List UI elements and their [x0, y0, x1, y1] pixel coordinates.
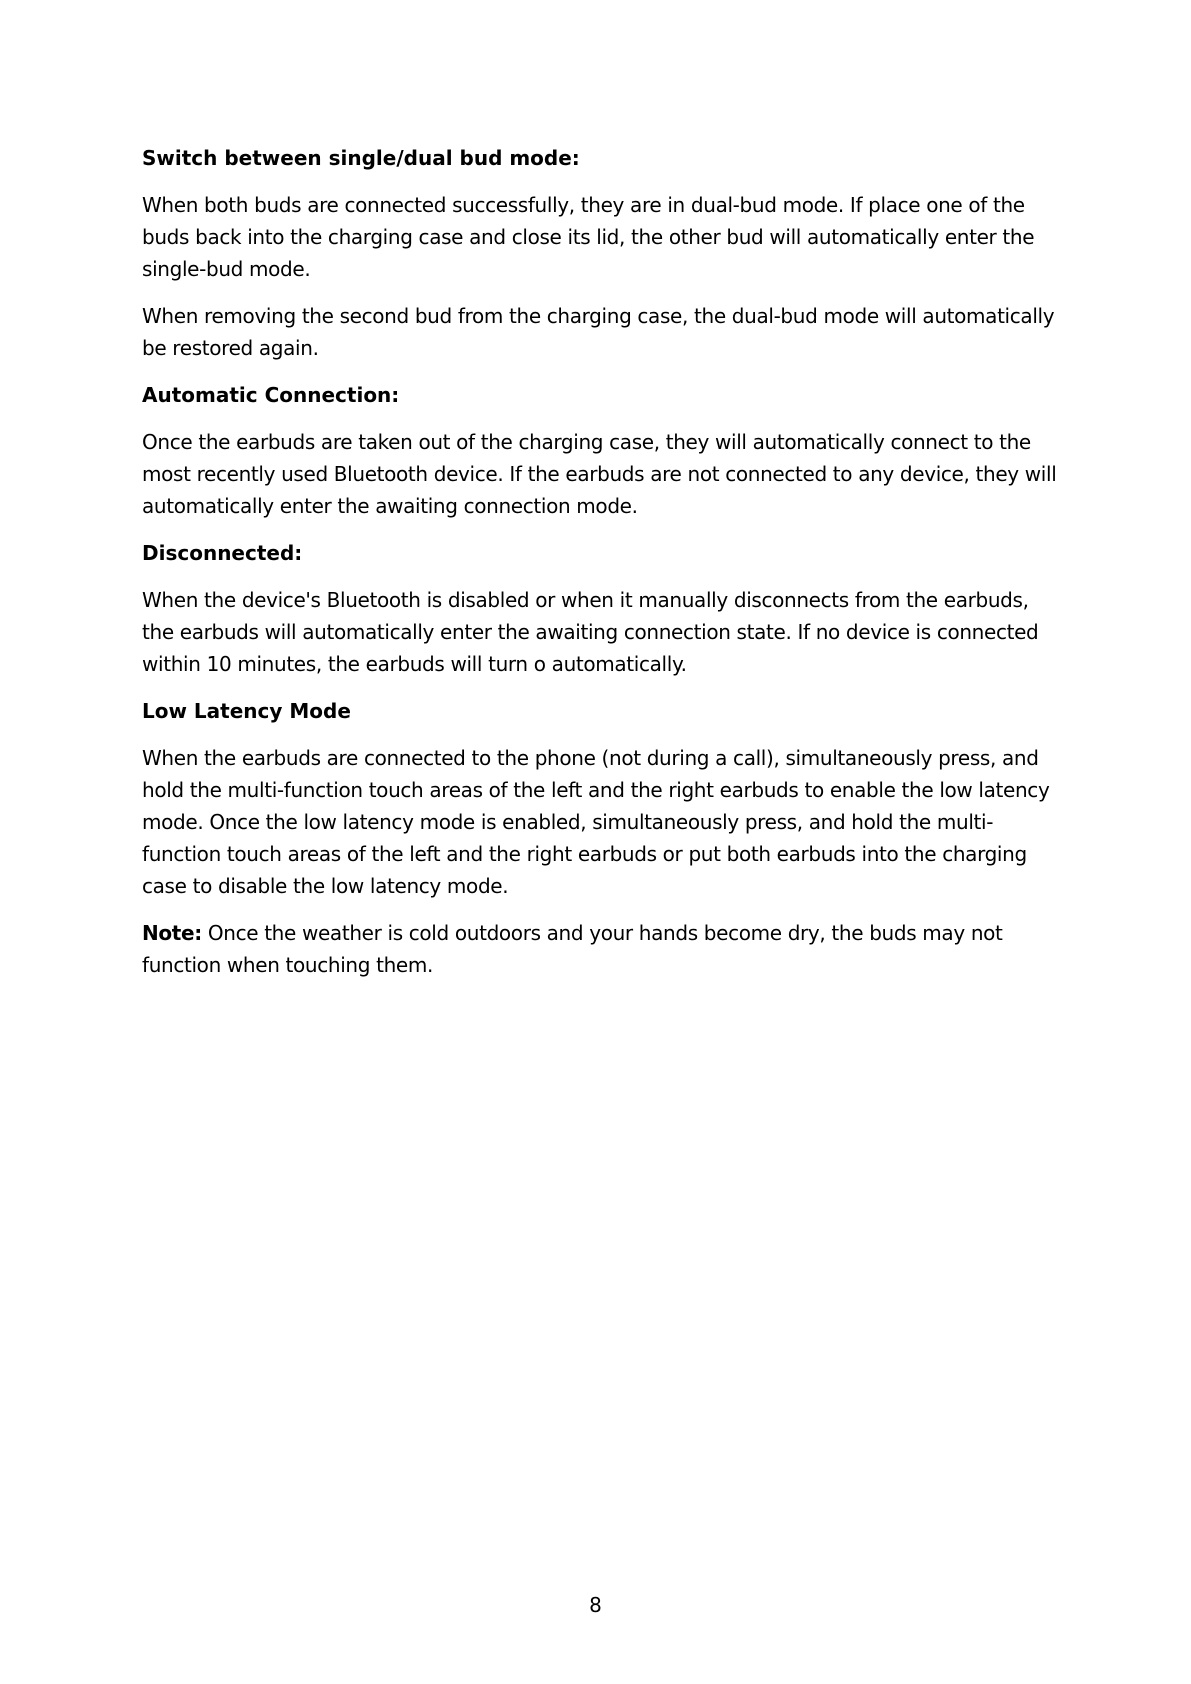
page-number: 8: [589, 1593, 602, 1617]
section-heading-auto-connection: Automatic Connection:: [142, 383, 400, 407]
paragraph-dual-mode-1: When both buds are connected successfully, they are in dual-bud mode. If place one of the buds back into the charging case and close its lid, the other bud will automatically enter the single-bud mode.: [142, 193, 1035, 281]
document-page: [142, 142, 1062, 996]
note-label: Note:: [142, 921, 202, 945]
section-heading-dual-mode: Switch between single/dual bud mode:: [142, 146, 580, 170]
paragraph-dual-mode-2: When removing the second bud from the charging case, the dual-bud mode will automatically be restored again.: [142, 304, 1055, 360]
note-paragraph: [142, 917, 1062, 981]
note-text: Once the weather is cold outdoors and your hands become dry, the buds may not function when touching them.: [142, 921, 1003, 977]
section-heading-low-latency: Low Latency Mode: [142, 699, 351, 723]
section-heading-disconnected: Disconnected:: [142, 541, 303, 565]
paragraph-low-latency: When the earbuds are connected to the phone (not during a call), simultaneously press, and hold the multi-function touch areas of the left and the right earbuds to enable the low latency mode. Once the low latency mode is enabled, simultaneously press, and hold the multi-function touch areas of the left and the right earbuds or put both earbuds into the charging case to disable the low latency mode.: [142, 746, 1050, 898]
paragraph-disconnected: When the device's Bluetooth is disabled or when it manually disconnects from the earbuds, the earbuds will automatically enter the awaiting connection state. If no device is connected within 10 minutes, the earbuds will turn o automatically.: [142, 588, 1039, 676]
paragraph-auto-connection: Once the earbuds are taken out of the charging case, they will automatically connect to the most recently used Bluetooth device. If the earbuds are not connected to any device, they will automatically enter the awaiting connection mode.: [142, 430, 1057, 518]
